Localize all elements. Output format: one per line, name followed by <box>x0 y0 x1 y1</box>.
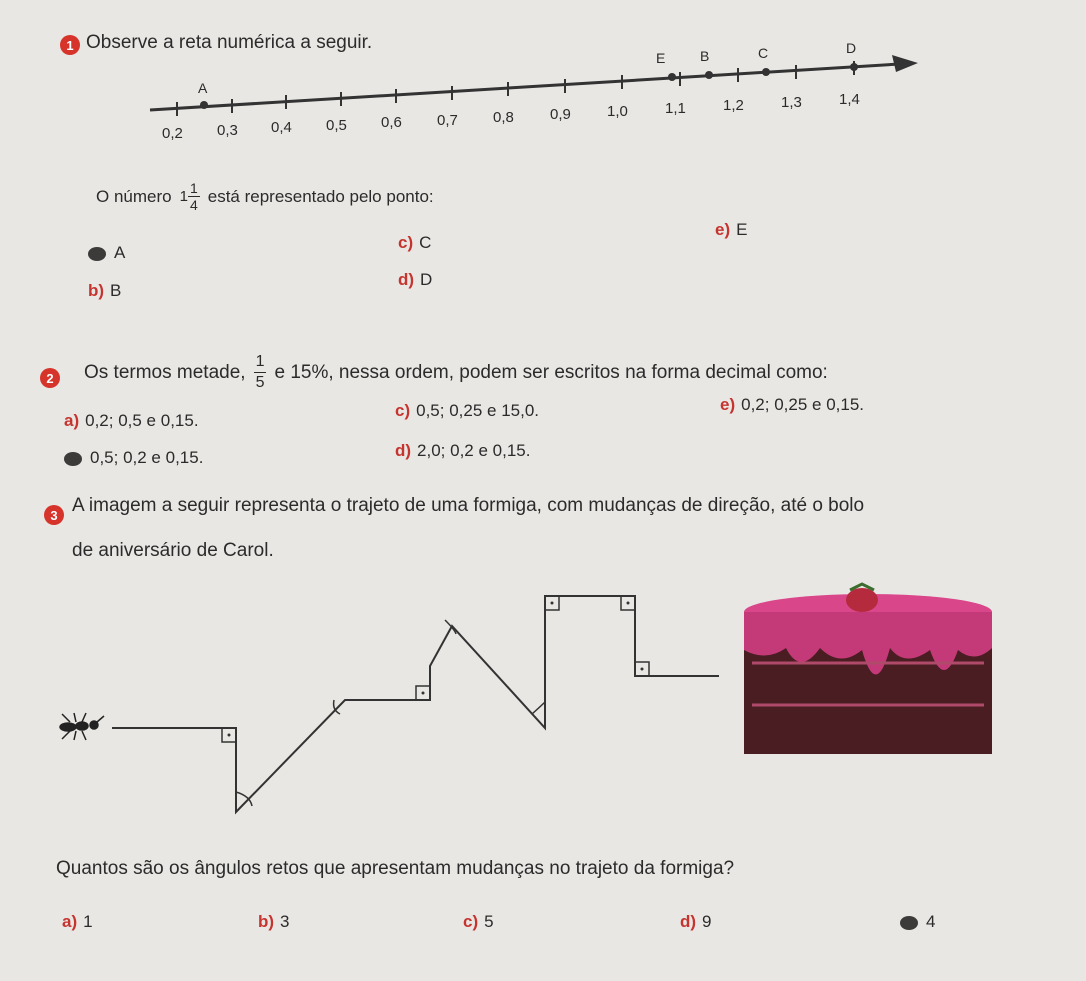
option-letter: a) <box>62 912 78 931</box>
option-text: 9 <box>702 912 712 931</box>
tick-label: 0,4 <box>271 119 292 136</box>
stem-text: e 15%, nessa ordem, podem ser escritos na forma decimal como: <box>274 361 828 383</box>
ant-icon <box>60 713 104 740</box>
tick-label: 0,2 <box>162 125 183 142</box>
option-text: A <box>114 243 126 262</box>
fraction-denominator: 5 <box>255 374 265 391</box>
tick-label: 1,1 <box>665 100 686 117</box>
q3-option-c[interactable] <box>463 912 494 932</box>
option-letter: c) <box>395 401 411 420</box>
tick-label: 1,4 <box>839 91 860 108</box>
option-letter: d) <box>398 270 415 289</box>
option-letter: b) <box>88 281 105 300</box>
point-label-c: C <box>758 45 769 61</box>
option-text: B <box>110 281 122 300</box>
q3-option-d[interactable] <box>680 912 712 932</box>
stem-text: está representado pelo ponto: <box>207 186 434 206</box>
question-3-prompt: Quantos são os ângulos retos que apresentam mudanças no trajeto da formiga? <box>56 858 735 879</box>
option-letter: b) <box>258 912 275 931</box>
question-3-stem-line2: de aniversário de Carol. <box>72 540 274 561</box>
question-3-number: 3 <box>44 505 64 525</box>
tick-label: 1,2 <box>723 97 744 114</box>
fraction-numerator: 1 <box>254 352 267 373</box>
tick-label: 0,6 <box>381 114 402 131</box>
point-label-e: E <box>656 50 666 66</box>
option-letter: d) <box>680 912 697 931</box>
question-1-title: Observe a reta numérica a seguir. <box>86 32 373 53</box>
point-label-d: D <box>846 40 857 56</box>
tick-label: 1,0 <box>607 103 628 120</box>
option-text: E <box>736 220 748 239</box>
option-text: 3 <box>280 912 290 931</box>
point-label-a: A <box>198 80 208 96</box>
stem-text: O número <box>96 186 172 206</box>
option-letter: c) <box>463 912 479 931</box>
option-letter: d) <box>395 441 412 460</box>
tick-label: 0,5 <box>326 117 347 134</box>
tick-label: 0,7 <box>437 112 458 129</box>
birthday-cake-image <box>744 584 992 754</box>
option-letter: a) <box>64 411 80 430</box>
answer-mark-icon <box>900 916 918 930</box>
tick-label: 0,3 <box>217 122 238 139</box>
option-text: 4 <box>926 912 936 931</box>
option-text: 2,0; 0,2 e 0,15. <box>417 441 531 460</box>
option-text: 0,5; 0,25 e 15,0. <box>416 401 540 420</box>
fraction-denominator: 4 <box>189 197 198 213</box>
fraction-numerator: 1 <box>189 180 198 196</box>
option-letter: c) <box>398 233 414 252</box>
tick-label: 0,8 <box>493 109 514 126</box>
mixed-whole: 1 <box>179 188 188 205</box>
option-text: D <box>420 270 433 289</box>
q3-option-e[interactable] <box>900 912 935 932</box>
option-text: 1 <box>83 912 93 931</box>
option-text: 0,5; 0,2 e 0,15. <box>90 448 204 467</box>
stem-text: Os termos metade, <box>84 361 246 383</box>
question-2-number: 2 <box>40 368 60 388</box>
option-text: 0,2; 0,25 e 0,15. <box>741 395 865 414</box>
option-text: 0,2; 0,5 e 0,15. <box>85 411 199 430</box>
tick-label: 1,3 <box>781 94 802 111</box>
option-text: C <box>419 233 432 252</box>
option-text: 5 <box>484 912 494 931</box>
option-letter: e) <box>715 220 731 239</box>
question-3-stem-line1: A imagem a seguir representa o trajeto de uma formiga, com mudanças de direção, até o bolo <box>72 495 865 516</box>
tick-label: 0,9 <box>550 106 571 123</box>
q3-option-a[interactable] <box>62 912 93 932</box>
option-letter: e) <box>720 395 736 414</box>
point-label-b: B <box>700 48 710 64</box>
q3-option-b[interactable] <box>258 912 290 932</box>
question-1-number: 1 <box>60 35 80 55</box>
